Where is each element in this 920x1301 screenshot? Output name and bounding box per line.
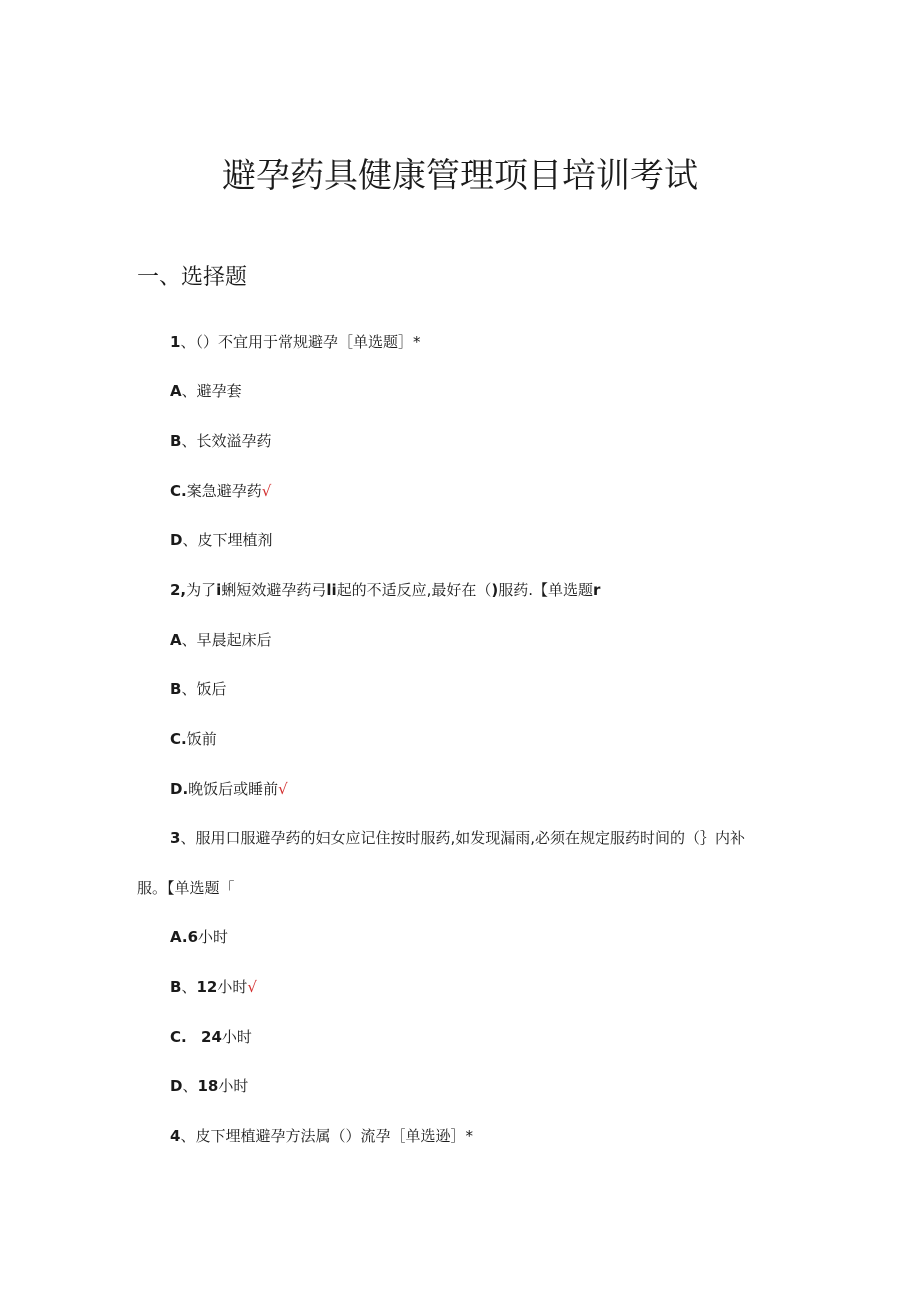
question-3 (170, 827, 745, 849)
option-number: 18 (197, 1077, 219, 1095)
question-text-fragment: r (593, 581, 601, 599)
option-text: 、长效溢孕药 (181, 432, 272, 450)
option-3c (170, 1026, 252, 1048)
option-text: 、早晨起床后 (181, 631, 272, 649)
question-1 (170, 331, 420, 353)
question-3-continuation (137, 877, 235, 899)
option-text: 小时 (221, 1028, 252, 1046)
option-text: 饭前 (186, 730, 217, 748)
option-3d (170, 1075, 248, 1097)
option-2c (170, 728, 217, 750)
option-label: C. (170, 482, 187, 500)
option-number: 12 (196, 978, 218, 996)
correct-checkmark: √ (247, 978, 257, 996)
question-number: 4 (170, 1127, 181, 1145)
question-text: 、服用口服避孕药的妇女应记住按时服药,如发现漏雨,必须在规定服药时间的（｝内补 (180, 829, 745, 847)
option-3a (170, 926, 228, 948)
question-text: 蜊短效避孕药弓 (221, 581, 327, 599)
option-text: 小时 (217, 978, 248, 996)
correct-checkmark: √ (261, 482, 272, 500)
question-text: 起的不适反应,最好在（ (336, 581, 492, 599)
option-2b (170, 678, 226, 700)
option-text: 、 (181, 978, 197, 996)
option-label: A (170, 382, 182, 400)
option-label: B (170, 680, 182, 698)
page-title: 避孕药具健康管理项目培训考试 (222, 156, 698, 196)
option-text: 小时 (218, 1077, 249, 1095)
option-label: D (170, 1077, 183, 1095)
option-2a (170, 629, 272, 651)
option-label: B (170, 978, 182, 996)
option-label: D. (170, 780, 189, 798)
question-text: 为了 (186, 581, 217, 599)
option-text: 案急避孕药 (186, 482, 262, 500)
option-text: 、 (182, 1077, 198, 1095)
option-1c (170, 480, 271, 502)
question-text-fragment: i (216, 581, 222, 599)
option-1d (170, 529, 272, 551)
option-text: 晚饭后或睡前 (188, 780, 279, 798)
option-text (187, 1028, 201, 1046)
question-text: 、皮下埋植避孕方法属（）流孕［单选逊］* (180, 1127, 473, 1145)
option-1b (170, 430, 271, 452)
option-label: D (170, 531, 183, 549)
question-text: 服药.【单选题 (498, 581, 594, 599)
option-text: 、饭后 (181, 680, 227, 698)
question-text: 、（）不宜用于常规避孕［单选题］* (180, 333, 421, 351)
option-label: A (170, 631, 182, 649)
question-text-fragment: ) (491, 581, 499, 599)
option-text: 小时 (198, 928, 229, 946)
option-label: C. (170, 1028, 187, 1046)
option-text: 、避孕套 (181, 382, 242, 400)
option-2d (170, 778, 288, 800)
question-text-fragment: li (326, 581, 337, 599)
option-label: A.6 (170, 928, 199, 946)
question-number: 1 (170, 333, 181, 351)
option-1a (170, 380, 242, 402)
question-number: 2, (170, 581, 187, 599)
question-4 (170, 1125, 473, 1147)
correct-checkmark: √ (278, 780, 288, 798)
option-number: 24 (201, 1028, 222, 1046)
option-label: C. (170, 730, 187, 748)
question-text: 服。【单选题「 (137, 879, 235, 897)
option-3b (170, 976, 257, 998)
question-number: 3 (170, 829, 181, 847)
section-heading: 一、选择题 (137, 265, 248, 290)
option-text: 、皮下埋植剂 (182, 531, 273, 549)
question-2 (170, 579, 600, 601)
option-label: B (170, 432, 182, 450)
